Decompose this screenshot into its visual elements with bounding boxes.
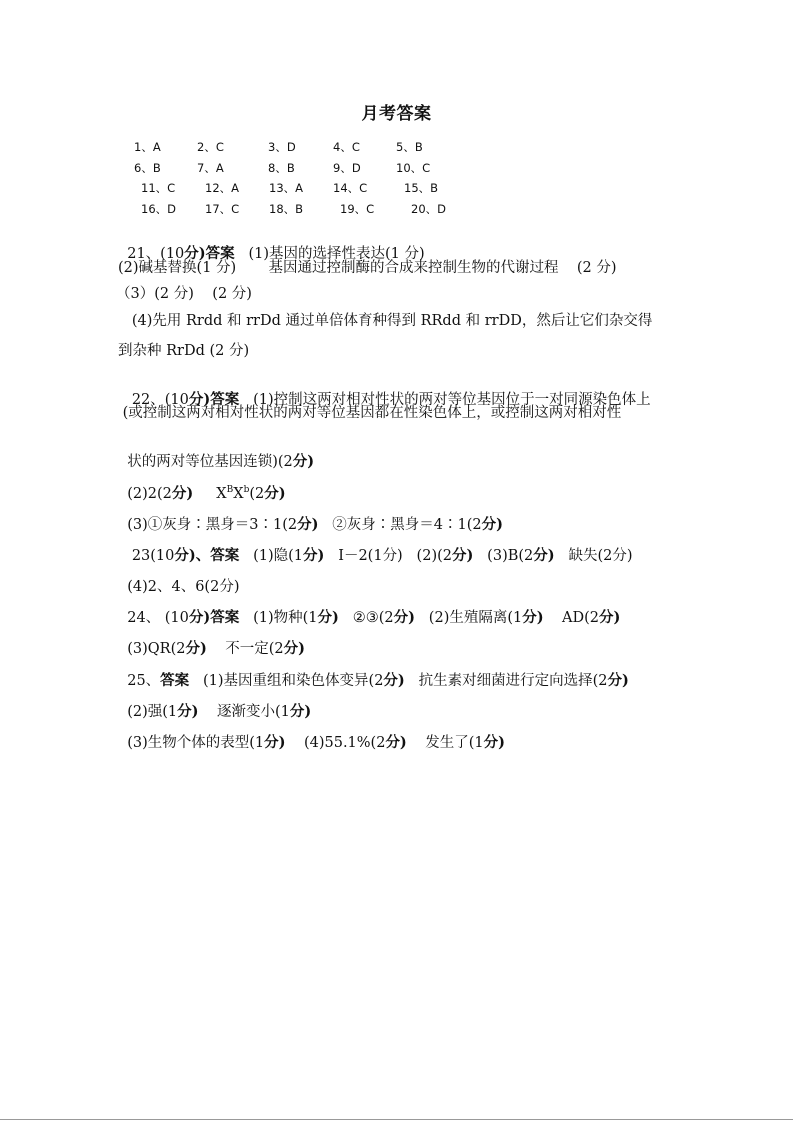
q22-text: (2 [249,486,265,502]
q24-score: 分) [283,640,306,657]
q22-sup-b: B [226,485,234,495]
mc-answer: 5、B [396,140,423,154]
mc-answer: 6、B [134,161,161,175]
q25-text: (1)基因重组和染色体变异(2 [189,673,384,689]
q21-line5: 到杂种 RrDd (2 分) [118,343,250,359]
q25-text: (4)55.1%(2 [285,735,386,751]
q25-text: (3)生物个体的表型(1 [127,735,265,751]
q25-score: 分) [383,672,405,689]
q23-text: (2)(2 [402,548,452,564]
q25-score: 分) [289,703,312,720]
q22-score: 分) [171,485,194,502]
mc-answer: 3、D [268,140,296,154]
q24-number: 24、 (10 [127,610,189,626]
q25-text: 逐渐变小(1 [198,704,290,720]
q23-score: 分) [533,547,555,564]
q23-text: (4)2、4、6(2 [127,579,220,595]
q22-score: 分) [292,453,315,470]
q22-line2: (或控制这两对相对性状的两对等位基因都在性染色体上，或控制这两对相对性 [118,405,622,421]
q25-text: (2)强(1 [127,704,178,720]
q22-score: 分) [297,516,319,533]
q23-score: 分) [219,579,240,595]
q25-text: 抗生素对细菌进行定向选择(2 [404,673,608,689]
mc-answer: 1、A [134,140,161,154]
mc-answer: 9、D [333,161,361,175]
q24-text: (1)物种(1 [239,610,318,626]
q23-score: 分) [612,548,633,564]
q24-score: 分) [317,609,339,626]
q25-answer-tag: 答案 [160,672,190,689]
q24-line2 [118,622,305,658]
mc-answer: 19、C [340,202,375,216]
q23-text: Ⅰ－2(1 [324,548,383,564]
mc-answer: 14、C [333,181,368,195]
mc-answer: 17、C [205,202,240,216]
q22-score: 分) [481,516,504,533]
q25-score: 分) [385,734,407,751]
q22-answer-tag: 分)答案 [188,391,240,408]
q24-text: ②③(2 [338,610,394,626]
q25-score: 分) [483,734,506,751]
q21-line3: （3）(2 分) (2 分) [116,286,252,302]
q24-text: AD(2 [543,610,600,626]
page-title: 月考答案 [361,104,432,124]
q21-number: 21、(10 [127,246,185,262]
mc-answer: 13、A [269,181,304,195]
q24-text: 不一定(2 [206,641,284,657]
q24-text: (3)QR(2 [127,641,186,657]
q23-score: 分) [451,547,474,564]
mc-answer: 2、C [197,140,224,154]
q24-text: (2)生殖隔离(1 [414,610,523,626]
q24-score: 分) [522,609,544,626]
q21-line2: (2)碱基替换(1 分) 基因通过控制酶的合成来控制生物的代谢过程 (2 分) [118,260,617,276]
q23-number: 23(10 [127,548,175,564]
q23-text: (1)隐(1 [239,548,304,564]
q25-line3 [118,716,505,752]
q22-text: 状的两对等位基因连锁)(2 [127,454,293,470]
q24-score: 分) [599,609,621,626]
q22-score: 分) [264,485,286,502]
q22-genotype-x: X [193,486,227,502]
mc-answer: 12、A [205,181,240,195]
mc-answer: 7、A [197,161,224,175]
q22-answer-1: (1)控制这两对相对性状的两对等位基因位于一对同源染色体上 [239,392,651,408]
q22-text: (2)2(2 [127,486,172,502]
q23-score: 分) [382,548,403,564]
q23-text: 缺失(2 [554,548,613,564]
page-bottom-divider [0,1119,793,1120]
q24-score: 分) [393,609,415,626]
q25-score: 分) [264,734,286,751]
q21-line1 [118,227,425,263]
mc-answer: 20、D [411,202,446,216]
q21-answer-1: (1)基因的选择性表达(1 分) [234,246,425,262]
mc-answer: 4、C [333,140,360,154]
q22-genotype-x2: X [233,486,244,502]
mc-answer: 11、C [141,181,176,195]
q22-sup-b-small: b [243,485,250,495]
mc-answer: 15、B [404,181,439,195]
q22-text: (3)①灰身∶黑身＝3∶1(2 [127,517,298,533]
q21-line4: (4)先用 Rrdd 和 rrDd 通过单倍体育种得到 RRdd 和 rrDD，然后让它们杂交得 [118,313,653,329]
mc-answer: 10、C [396,161,431,175]
q25-text: 发生了(1 [406,735,484,751]
q22-number: 22、(10 [127,392,189,408]
q25-score: 分) [607,672,629,689]
q22-line3 [118,435,314,471]
mc-answer: 16、D [141,202,176,216]
q23-answer-tag: 分)、答案 [174,547,240,564]
q25-number: 25、 [127,673,161,689]
q24-answer-tag: 分)答案 [188,609,240,626]
q23-text: (3)B(2 [473,548,534,564]
q23-score: 分) [303,547,325,564]
mc-answer: 18、B [269,202,304,216]
q22-text: ②灰身∶黑身＝4∶1(2 [318,517,482,533]
mc-answer: 8、B [268,161,295,175]
q25-score: 分) [177,703,199,720]
q21-answer-tag: 分)答案 [184,245,235,262]
q24-score: 分) [185,640,207,657]
